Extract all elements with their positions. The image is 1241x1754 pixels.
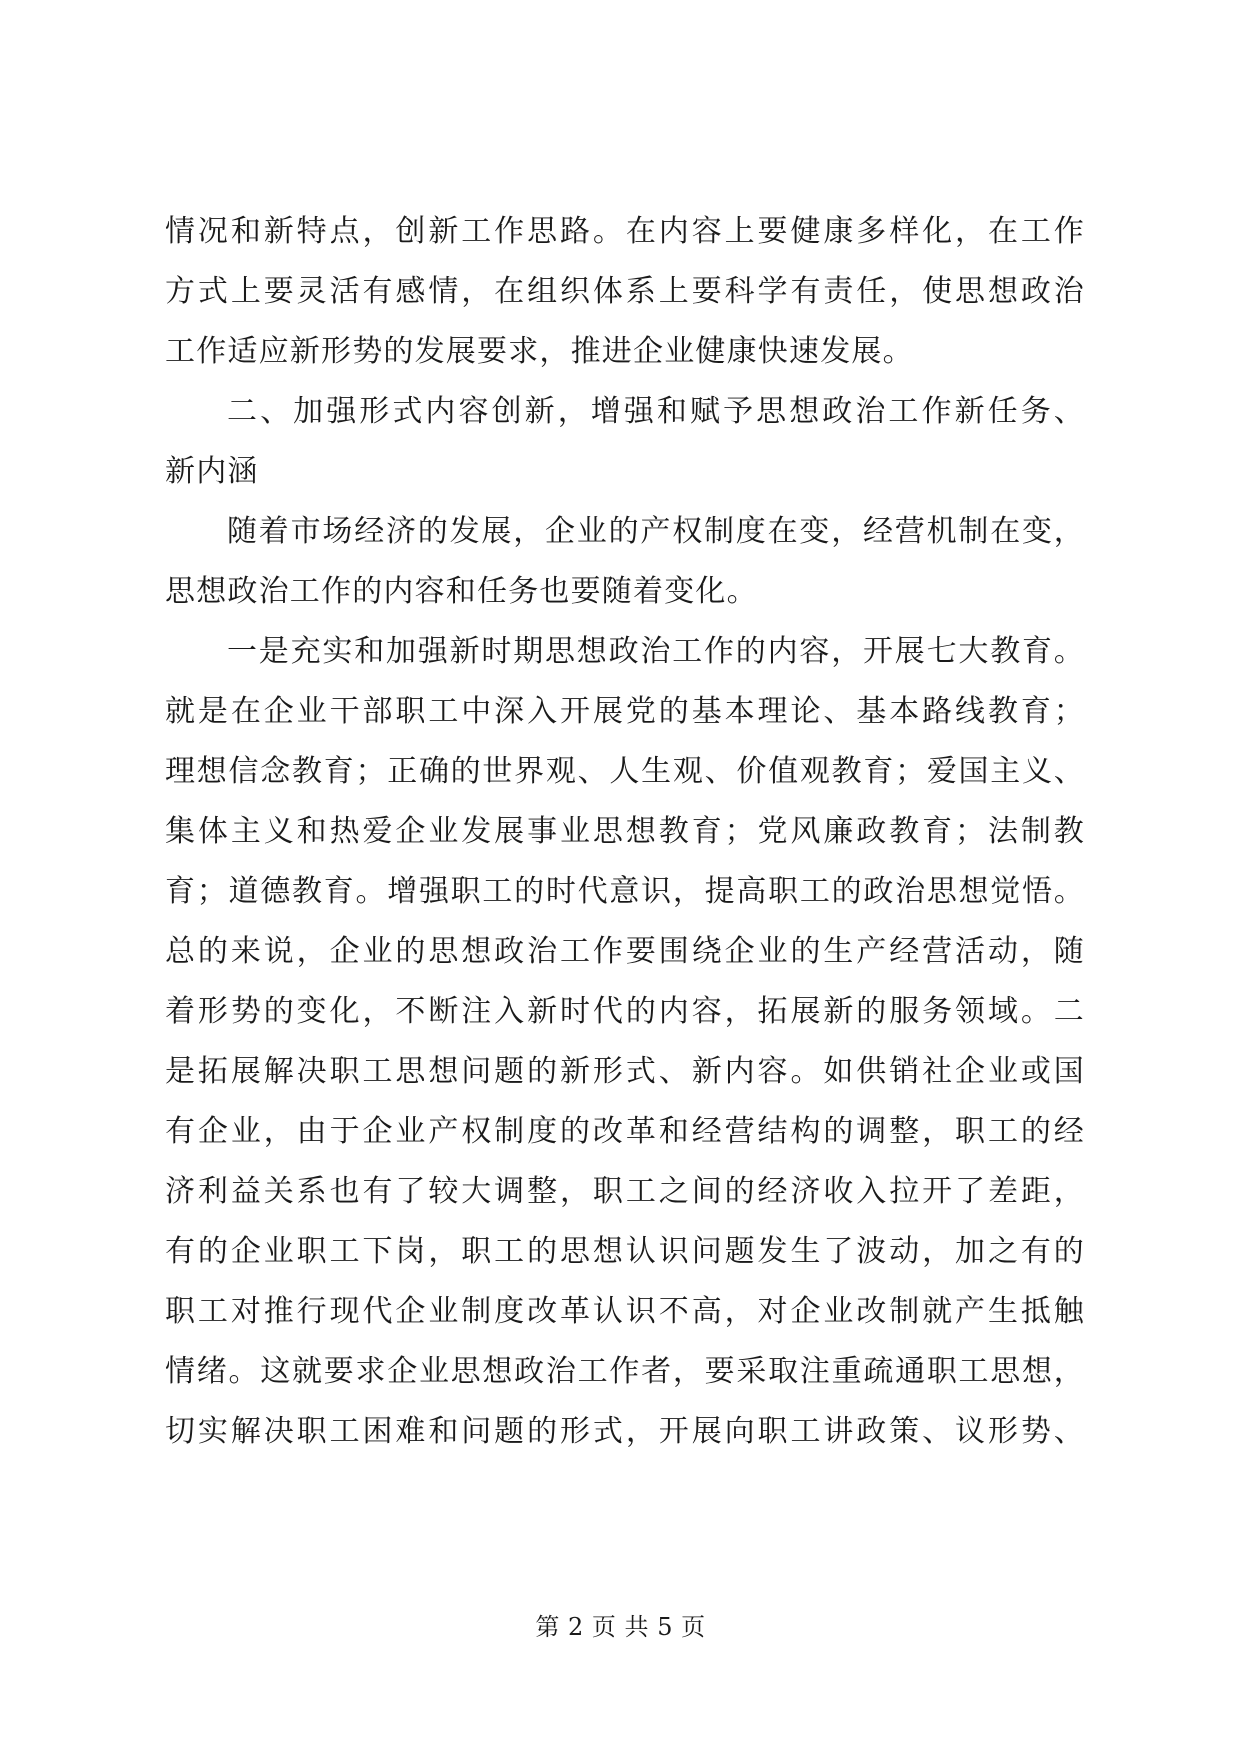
body-text-line: 就是在企业干部职工中深入开展党的基本理论、基本路线教育； xyxy=(165,694,1085,729)
body-text-line: 有的企业职工下岗，职工的思想认识问题发生了波动，加之有的 xyxy=(165,1234,1085,1269)
body-text-line: 集体主义和热爱企业发展事业思想教育；党风廉政教育；法制教 xyxy=(165,814,1085,849)
body-text-line: 工作适应新形势的发展要求，推进企业健康快速发展。 xyxy=(165,334,914,369)
body-text-line: 理想信念教育；正确的世界观、人生观、价值观教育；爱国主义、 xyxy=(165,754,1085,789)
body-text-line: 着形势的变化，不断注入新时代的内容，拓展新的服务领域。二 xyxy=(165,994,1085,1029)
body-text-line: 随着市场经济的发展，企业的产权制度在变，经营机制在变， xyxy=(227,514,1085,549)
body-text-line: 济利益关系也有了较大调整，职工之间的经济收入拉开了差距， xyxy=(165,1174,1085,1209)
page-number-footer: 第 2 页 共 5 页 xyxy=(535,1613,706,1641)
body-text-line: 情况和新特点，创新工作思路。在内容上要健康多样化，在工作 xyxy=(165,214,1085,249)
body-text-line: 一是充实和加强新时期思想政治工作的内容，开展七大教育。 xyxy=(227,634,1085,669)
body-text-line: 切实解决职工困难和问题的形式，开展向职工讲政策、议形势、 xyxy=(165,1414,1085,1449)
body-text-line: 职工对推行现代企业制度改革认识不高，对企业改制就产生抵触 xyxy=(165,1294,1085,1329)
section-heading-line: 二、加强形式内容创新，增强和赋予思想政治工作新任务、 xyxy=(227,394,1085,429)
section-heading-line: 新内涵 xyxy=(165,454,259,489)
body-text-line: 总的来说，企业的思想政治工作要围绕企业的生产经营活动，随 xyxy=(165,934,1085,969)
body-text-line: 思想政治工作的内容和任务也要随着变化。 xyxy=(165,574,758,609)
body-text-line: 是拓展解决职工思想问题的新形式、新内容。如供销社企业或国 xyxy=(165,1054,1085,1089)
body-text-line: 情绪。这就要求企业思想政治工作者，要采取注重疏通职工思想， xyxy=(165,1354,1085,1389)
body-text-line: 方式上要灵活有感情，在组织体系上要科学有责任，使思想政治 xyxy=(165,274,1085,309)
body-text-line: 育；道德教育。增强职工的时代意识，提高职工的政治思想觉悟。 xyxy=(165,874,1085,909)
body-text-line: 有企业，由于企业产权制度的改革和经营结构的调整，职工的经 xyxy=(165,1114,1085,1149)
